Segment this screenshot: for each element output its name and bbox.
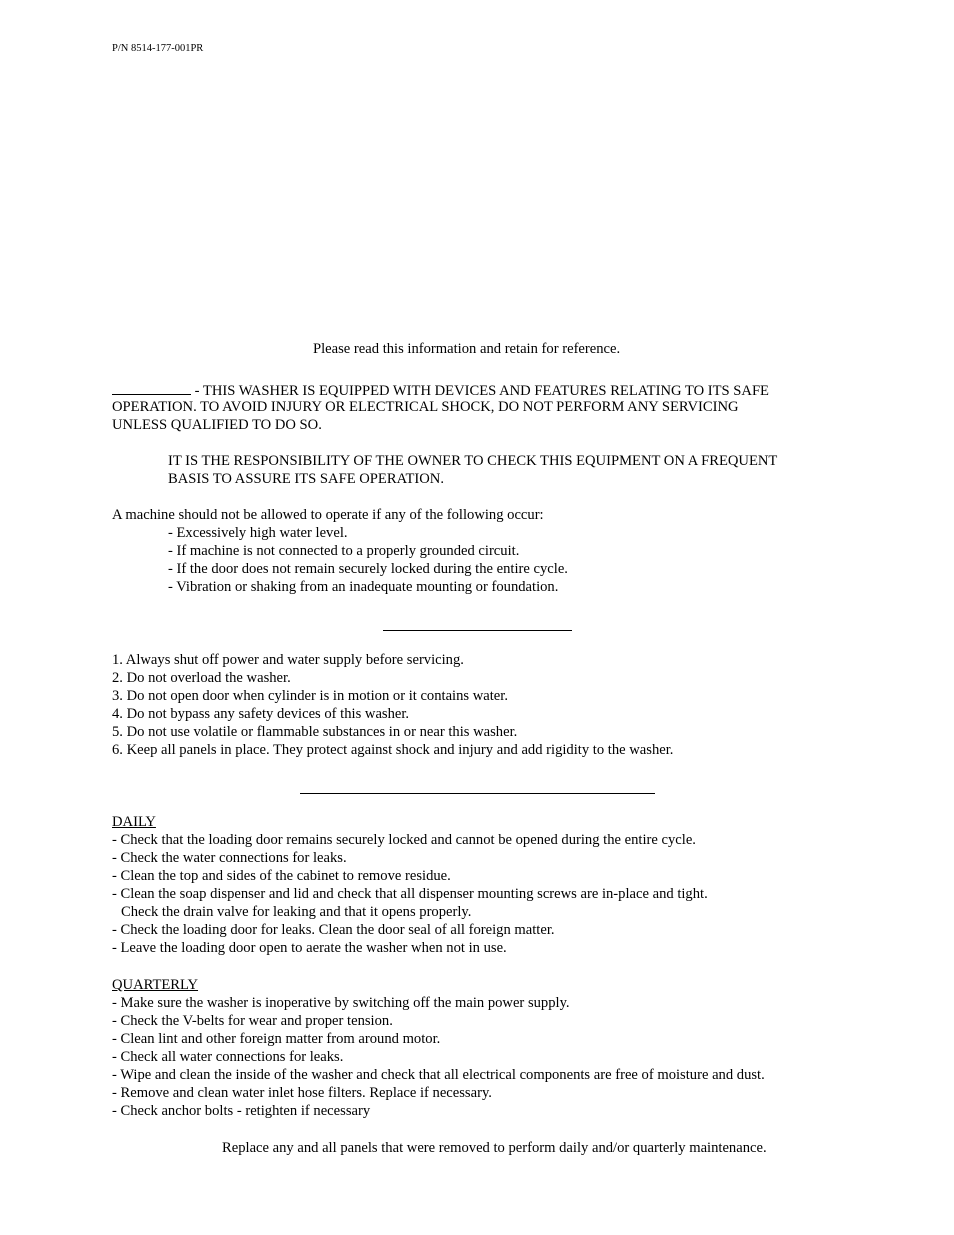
list-item: - Check the V-belts for wear and proper tension.	[112, 1013, 393, 1029]
quarterly-heading: QUARTERLY	[112, 977, 199, 993]
list-item: - Make sure the washer is inoperative by switching off the main power supply.	[112, 995, 570, 1011]
list-item: - Leave the loading door open to aerate the washer when not in use.	[112, 940, 507, 956]
part-number: P/N 8514-177-001PR	[112, 43, 204, 54]
list-item: - Excessively high water level.	[168, 525, 348, 541]
conditions-lead-text: A machine should not be allowed to operate if any of the following occur:	[112, 507, 544, 523]
warning-line-3: UNLESS QUALIFIED TO DO SO.	[112, 417, 322, 433]
list-item: - Check that the loading door remains securely locked and cannot be opened during the entire cycle.	[112, 832, 696, 848]
list-item: - Vibration or shaking from an inadequate mounting or foundation.	[168, 579, 559, 595]
safety-rules-list	[112, 651, 673, 759]
list-item: - Clean the top and sides of the cabinet to remove residue.	[112, 868, 451, 884]
list-item: 6. Keep all panels in place. They protect against shock and injury and add rigidity to the washer.	[112, 742, 674, 758]
list-item: - Check the water connections for leaks.	[112, 850, 347, 866]
list-item: 4. Do not bypass any safety devices of this washer.	[112, 706, 410, 722]
warning-text: - THIS WASHER IS EQUIPPED WITH DEVICES AND FEATURES RELATING TO ITS SAFE	[194, 383, 769, 399]
list-item: - Check the loading door for leaks. Clean the door seal of all foreign matter.	[112, 922, 555, 938]
list-item: - If the door does not remain securely locked during the entire cycle.	[168, 561, 568, 577]
list-item: - Clean the soap dispenser and lid and check that all dispenser mounting screws are in-place and tight.	[112, 886, 708, 902]
list-item: - Wipe and clean the inside of the washer and check that all electrical components are free of moisture and dust.	[112, 1067, 765, 1083]
list-item: - Check anchor bolts - retighten if necessary	[112, 1103, 371, 1119]
list-item: - If machine is not connected to a properly grounded circuit.	[168, 543, 520, 559]
conditions-list	[168, 524, 568, 596]
list-item: 2. Do not overload the washer.	[112, 670, 291, 686]
warning-block	[112, 380, 769, 434]
section-divider-1	[383, 630, 572, 631]
list-item: Check the drain valve for leaking and that it opens properly.	[121, 904, 472, 920]
replace-panels-note: Replace any and all panels that were removed to perform daily and/or quarterly maintenance.	[222, 1140, 767, 1156]
list-item: - Remove and clean water inlet hose filters. Replace if necessary.	[112, 1085, 492, 1101]
section-divider-2	[300, 793, 655, 794]
warning-line-2: OPERATION. TO AVOID INJURY OR ELECTRICAL SHOCK, DO NOT PERFORM ANY SERVICING	[112, 399, 739, 415]
quarterly-section	[112, 976, 765, 1120]
responsibility-line-1: IT IS THE RESPONSIBILITY OF THE OWNER TO CHECK THIS EQUIPMENT ON A FREQUENT	[168, 453, 778, 469]
read-notice: Please read this information and retain for reference.	[313, 341, 621, 357]
daily-section	[112, 813, 708, 957]
list-item: 1. Always shut off power and water supply before servicing.	[112, 652, 464, 668]
daily-heading: DAILY	[112, 814, 156, 830]
list-item: 3. Do not open door when cylinder is in motion or it contains water.	[112, 688, 508, 704]
conditions-lead	[112, 506, 544, 524]
responsibility-line-2: BASIS TO ASSURE ITS SAFE OPERATION.	[168, 471, 444, 487]
list-item: - Check all water connections for leaks.	[112, 1049, 344, 1065]
responsibility-block	[168, 452, 777, 488]
list-item: 5. Do not use volatile or flammable substances in or near this washer.	[112, 724, 518, 740]
warning-line-1	[112, 380, 769, 398]
warning-blank-underline	[112, 380, 191, 395]
list-item: - Clean lint and other foreign matter from around motor.	[112, 1031, 441, 1047]
